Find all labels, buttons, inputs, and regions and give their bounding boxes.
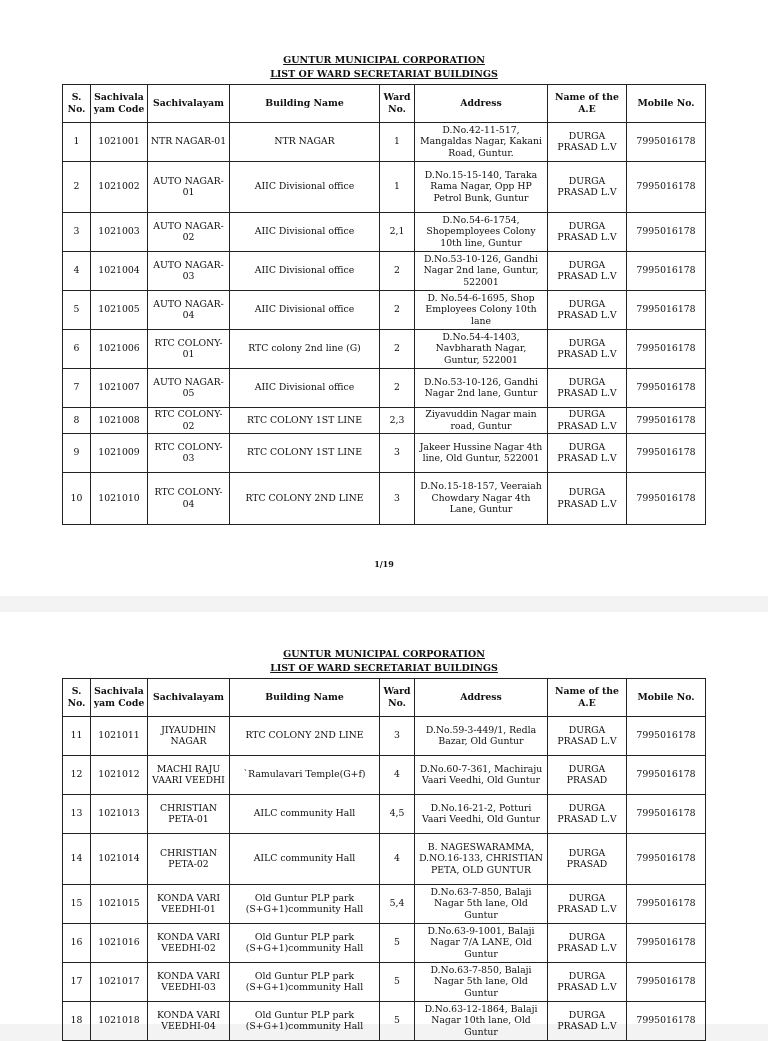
sachivalayam-cell: AUTO NAGAR-01 (148, 162, 230, 213)
sno-cell: 13 (63, 795, 91, 834)
sachivalayam-cell: AUTO NAGAR-02 (148, 213, 230, 252)
code-cell: 1021007 (91, 369, 148, 408)
building-cell: RTC COLONY 1ST LINE (230, 408, 380, 434)
mobile-cell: 7995016178 (627, 795, 706, 834)
ae-name-cell: DURGA PRASAD L.V (548, 123, 627, 162)
building-cell: AIIC Divisional office (230, 213, 380, 252)
sachivalayam-cell: RTC COLONY-04 (148, 473, 230, 525)
sachivalayam-cell: MACHI RAJU VAARI VEEDHI (148, 756, 230, 795)
ae-name-cell: DURGA PRASAD L.V (548, 162, 627, 213)
sachivalayam-cell: KONDA VARI VEEDHI-03 (148, 963, 230, 1002)
ward-cell: 5 (380, 924, 415, 963)
table-row (63, 408, 706, 434)
ae-name-cell: DURGA PRASAD L.V (548, 291, 627, 330)
ae-name-cell: DURGA PRASAD L.V (548, 924, 627, 963)
ae-name-cell: DURGA PRASAD L.V (548, 252, 627, 291)
address-cell: D.No.54-4-1403, Navbharath Nagar, Guntur, 522001 (415, 330, 548, 369)
code-cell: 1021017 (91, 963, 148, 1002)
code-cell: 1021012 (91, 756, 148, 795)
code-cell: 1021018 (91, 1002, 148, 1041)
sno-cell: 5 (63, 291, 91, 330)
code-cell: 1021011 (91, 717, 148, 756)
building-cell: Old Guntur PLP park (S+G+1)community Hall (230, 963, 380, 1002)
table-row (63, 434, 706, 473)
code-cell: 1021008 (91, 408, 148, 434)
mobile-cell: 7995016178 (627, 963, 706, 1002)
address-cell: D.No.54-6-1754, Shopemployees Colony 10th line, Guntur (415, 213, 548, 252)
sno-cell: 7 (63, 369, 91, 408)
sachivalayam-cell: KONDA VARI VEEDHI-04 (148, 1002, 230, 1041)
building-cell: AILC community Hall (230, 795, 380, 834)
address-cell: Jakeer Hussine Nagar 4th line, Old Guntur, 522001 (415, 434, 548, 473)
sno-cell: 16 (63, 924, 91, 963)
table-row (63, 834, 706, 885)
page-title: GUNTUR MUNICIPAL CORPORATION (283, 55, 485, 66)
table-row (63, 291, 706, 330)
ward-cell: 2,1 (380, 213, 415, 252)
table-row (63, 213, 706, 252)
table-row (63, 369, 706, 408)
table-row (63, 756, 706, 795)
mobile-cell: 7995016178 (627, 434, 706, 473)
building-cell: Old Guntur PLP park (S+G+1)community Hall (230, 924, 380, 963)
ae-name-cell: DURGA PRASAD (548, 834, 627, 885)
address-header: Address (415, 679, 548, 717)
sachivalayam-cell: CHRISTIAN PETA-01 (148, 795, 230, 834)
sno-cell: 18 (63, 1002, 91, 1041)
code-cell: 1021006 (91, 330, 148, 369)
sachivalayam-cell: RTC COLONY-01 (148, 330, 230, 369)
code-cell: 1021001 (91, 123, 148, 162)
page-title: GUNTUR MUNICIPAL CORPORATION (283, 649, 485, 660)
ae-name-cell: DURGA PRASAD L.V (548, 717, 627, 756)
address-cell: D.No.63-7-850, Balaji Nagar 5th lane, Old Guntur (415, 963, 548, 1002)
address-cell: D.No.63-7-850, Balaji Nagar 5th lane, Old Guntur (415, 885, 548, 924)
ward-cell: 2 (380, 369, 415, 408)
mobile-cell: 7995016178 (627, 291, 706, 330)
sachivalayam-header: Sachivalayam (148, 679, 230, 717)
code-cell: 1021009 (91, 434, 148, 473)
sachivalayam-cell: KONDA VARI VEEDHI-02 (148, 924, 230, 963)
page-subtitle: LIST OF WARD SECRETARIAT BUILDINGS (270, 663, 498, 674)
ward-cell: 2 (380, 252, 415, 291)
table-row (63, 123, 706, 162)
sno-header: S. No. (63, 679, 91, 717)
mobile-cell: 7995016178 (627, 162, 706, 213)
ward-cell: 4 (380, 756, 415, 795)
ae-name-cell: DURGA PRASAD L.V (548, 1002, 627, 1041)
address-cell: D.No.16-21-2, Potturi Vaari Veedhi, Old Guntur (415, 795, 548, 834)
sno-cell: 3 (63, 213, 91, 252)
code-cell: 1021004 (91, 252, 148, 291)
ward-cell: 3 (380, 434, 415, 473)
mobile-cell: 7995016178 (627, 123, 706, 162)
table-row (63, 924, 706, 963)
code-cell: 1021014 (91, 834, 148, 885)
ward-cell: 1 (380, 123, 415, 162)
mobile-cell: 7995016178 (627, 473, 706, 525)
sachivalayam-cell: RTC COLONY-02 (148, 408, 230, 434)
building-cell: AIIC Divisional office (230, 162, 380, 213)
mobile-header: Mobile No. (627, 679, 706, 717)
building-cell: RTC COLONY 1ST LINE (230, 434, 380, 473)
code-header: Sachivala yam Code (91, 85, 148, 123)
sachivalayam-cell: NTR NAGAR-01 (148, 123, 230, 162)
ward-header: Ward No. (380, 679, 415, 717)
ae-header: Name of the A.E (548, 85, 627, 123)
address-cell: D.No.42-11-517, Mangaldas Nagar, Kakani Road, Guntur. (415, 123, 548, 162)
mobile-cell: 7995016178 (627, 213, 706, 252)
code-header: Sachivala yam Code (91, 679, 148, 717)
address-cell: D. No.54-6-1695, Shop Employees Colony 10th lane (415, 291, 548, 330)
building-cell: RTC COLONY 2ND LINE (230, 717, 380, 756)
mobile-cell: 7995016178 (627, 1002, 706, 1041)
ward-cell: 5 (380, 1002, 415, 1041)
table-row (63, 330, 706, 369)
sno-cell: 14 (63, 834, 91, 885)
sachivalayam-cell: AUTO NAGAR-04 (148, 291, 230, 330)
address-header: Address (415, 85, 548, 123)
ward-cell: 3 (380, 717, 415, 756)
ward-cell: 1 (380, 162, 415, 213)
sachivalayam-cell: AUTO NAGAR-03 (148, 252, 230, 291)
ae-name-cell: DURGA PRASAD L.V (548, 330, 627, 369)
ward-cell: 5 (380, 963, 415, 1002)
sno-cell: 2 (63, 162, 91, 213)
building-cell: NTR NAGAR (230, 123, 380, 162)
ae-name-cell: DURGA PRASAD L.V (548, 885, 627, 924)
ward-cell: 3 (380, 473, 415, 525)
address-cell: D.No.53-10-126, Gandhi Nagar 2nd lane, Guntur, 522001 (415, 252, 548, 291)
ward-buildings-table (62, 678, 706, 1041)
sachivalayam-cell: AUTO NAGAR-05 (148, 369, 230, 408)
ae-name-cell: DURGA PRASAD L.V (548, 963, 627, 1002)
ae-name-cell: DURGA PRASAD L.V (548, 473, 627, 525)
ae-name-cell: DURGA PRASAD L.V (548, 434, 627, 473)
page-subtitle: LIST OF WARD SECRETARIAT BUILDINGS (270, 69, 498, 80)
address-cell: D.No.63-12-1864, Balaji Nagar 10th lane, Old Guntur (415, 1002, 548, 1041)
code-cell: 1021003 (91, 213, 148, 252)
table-row (63, 1002, 706, 1041)
sno-cell: 4 (63, 252, 91, 291)
mobile-header: Mobile No. (627, 85, 706, 123)
mobile-cell: 7995016178 (627, 408, 706, 434)
sachivalayam-cell: JIYAUDHIN NAGAR (148, 717, 230, 756)
sachivalayam-cell: KONDA VARI VEEDHI-01 (148, 885, 230, 924)
ae-name-cell: DURGA PRASAD L.V (548, 213, 627, 252)
building-cell: RTC COLONY 2ND LINE (230, 473, 380, 525)
ward-header: Ward No. (380, 85, 415, 123)
address-cell: Ziyavuddin Nagar main road, Guntur (415, 408, 548, 434)
code-cell: 1021005 (91, 291, 148, 330)
mobile-cell: 7995016178 (627, 885, 706, 924)
table-row (63, 717, 706, 756)
table-header-row (63, 85, 706, 123)
table-row (63, 252, 706, 291)
table-row (63, 162, 706, 213)
code-cell: 1021002 (91, 162, 148, 213)
sno-header: S. No. (63, 85, 91, 123)
address-cell: B. NAGESWARAMMA, D.NO.16-133, CHRISTIAN PETA, OLD GUNTUR (415, 834, 548, 885)
sno-cell: 1 (63, 123, 91, 162)
building-cell: `Ramulavari Temple(G+f) (230, 756, 380, 795)
ward-cell: 4 (380, 834, 415, 885)
sno-cell: 9 (63, 434, 91, 473)
address-cell: D.No.63-9-1001, Balaji Nagar 7/A LANE, Old Guntur (415, 924, 548, 963)
sachivalayam-cell: CHRISTIAN PETA-02 (148, 834, 230, 885)
ae-header: Name of the A.E (548, 679, 627, 717)
ae-name-cell: DURGA PRASAD L.V (548, 408, 627, 434)
mobile-cell: 7995016178 (627, 717, 706, 756)
sno-cell: 6 (63, 330, 91, 369)
mobile-cell: 7995016178 (627, 330, 706, 369)
building-cell: Old Guntur PLP park (S+G+1)community Hall (230, 885, 380, 924)
address-cell: D.No.60-7-361, Machiraju Vaari Veedhi, Old Guntur (415, 756, 548, 795)
sno-cell: 17 (63, 963, 91, 1002)
building-cell: AIIC Divisional office (230, 252, 380, 291)
mobile-cell: 7995016178 (627, 756, 706, 795)
table-row (63, 795, 706, 834)
ae-name-cell: DURGA PRASAD L.V (548, 369, 627, 408)
document-page-2 (0, 612, 768, 1038)
building-cell: AILC community Hall (230, 834, 380, 885)
sno-cell: 8 (63, 408, 91, 434)
ward-cell: 4,5 (380, 795, 415, 834)
sachivalayam-header: Sachivalayam (148, 85, 230, 123)
address-cell: D.No.15-18-157, Veeraiah Chowdary Nagar 4th Lane, Guntur (415, 473, 548, 525)
table-row (63, 963, 706, 1002)
sno-cell: 11 (63, 717, 91, 756)
code-cell: 1021010 (91, 473, 148, 525)
ward-cell: 5,4 (380, 885, 415, 924)
building-cell: RTC colony 2nd line (G) (230, 330, 380, 369)
table-row (63, 885, 706, 924)
ward-cell: 2,3 (380, 408, 415, 434)
mobile-cell: 7995016178 (627, 834, 706, 885)
ae-name-cell: DURGA PRASAD (548, 756, 627, 795)
ae-name-cell: DURGA PRASAD L.V (548, 795, 627, 834)
code-cell: 1021015 (91, 885, 148, 924)
address-cell: D.No.53-10-126, Gandhi Nagar 2nd lane, Guntur (415, 369, 548, 408)
building-header: Building Name (230, 679, 380, 717)
address-cell: D.No.15-15-140, Taraka Rama Nagar, Opp HP Petrol Bunk, Guntur (415, 162, 548, 213)
ward-cell: 2 (380, 330, 415, 369)
table-header-row (63, 679, 706, 717)
sno-cell: 12 (63, 756, 91, 795)
building-header: Building Name (230, 85, 380, 123)
mobile-cell: 7995016178 (627, 369, 706, 408)
building-cell: AIIC Divisional office (230, 291, 380, 330)
sachivalayam-cell: RTC COLONY-03 (148, 434, 230, 473)
mobile-cell: 7995016178 (627, 924, 706, 963)
code-cell: 1021013 (91, 795, 148, 834)
sno-cell: 15 (63, 885, 91, 924)
sno-cell: 10 (63, 473, 91, 525)
ward-buildings-table (62, 84, 706, 525)
mobile-cell: 7995016178 (627, 252, 706, 291)
address-cell: D.No.59-3-449/1, Redla Bazar, Old Guntur (415, 717, 548, 756)
building-cell: Old Guntur PLP park (S+G+1)community Hall (230, 1002, 380, 1041)
code-cell: 1021016 (91, 924, 148, 963)
ward-cell: 2 (380, 291, 415, 330)
table-row (63, 473, 706, 525)
page-number: 1/19 (374, 559, 394, 569)
building-cell: AIIC Divisional office (230, 369, 380, 408)
